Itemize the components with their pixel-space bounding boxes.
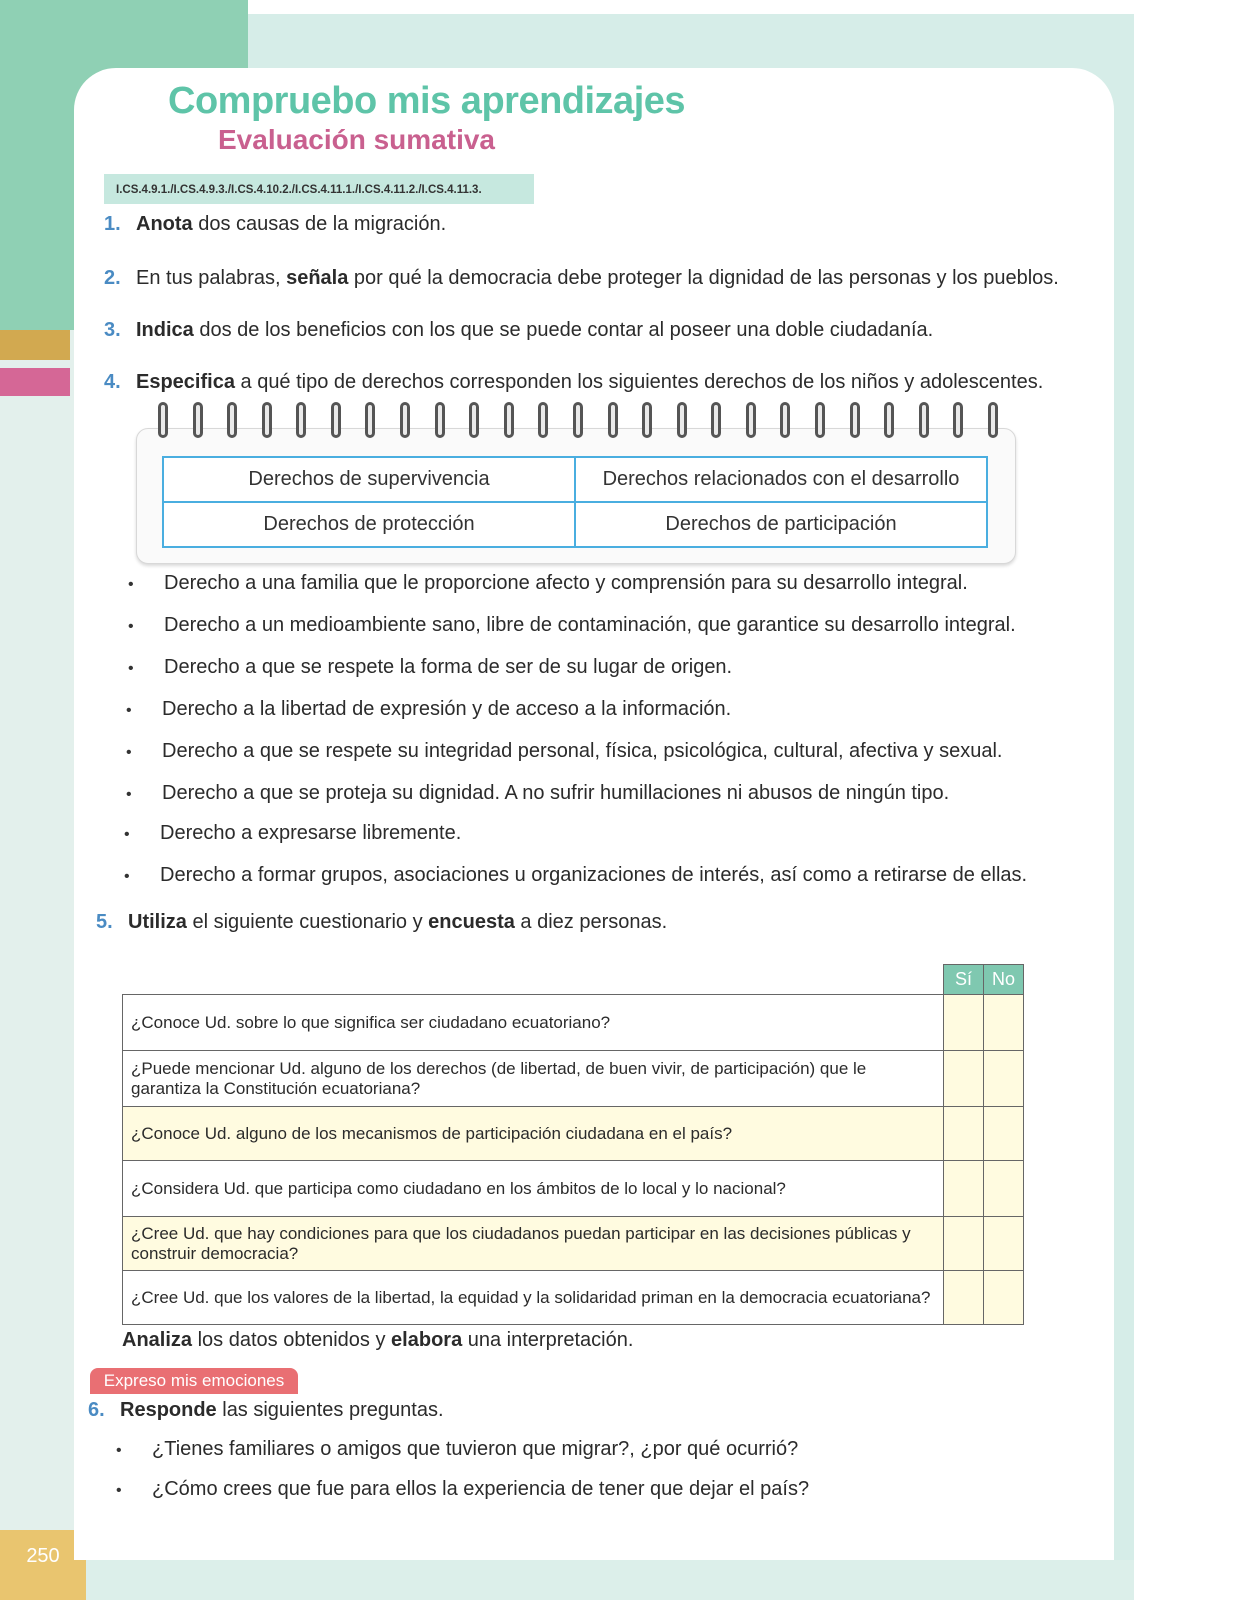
list-item-text: Derecho a que se respete su integridad personal, física, psicológica, cultural, afectiva y sexual. <box>162 740 1003 762</box>
survey-question: ¿Conoce Ud. alguno de los mecanismos de participación ciudadana en el país? <box>123 1107 944 1161</box>
survey-header-yes: Sí <box>944 965 984 995</box>
question-text: dos de los beneficios con los que se puede contar al poseer una doble ciudadanía. <box>193 319 934 341</box>
answer-yes-cell[interactable] <box>944 1161 984 1217</box>
answer-no-cell[interactable] <box>984 1217 1024 1271</box>
list-item-text: Derecho a una familia que le proporcione afecto y comprensión para su desarrollo integral. <box>164 572 968 594</box>
table-row <box>123 1217 1024 1271</box>
question-number: 4. <box>104 371 121 393</box>
instruction-text: los datos obtenidos y <box>192 1329 392 1351</box>
decor-gold-tab <box>0 330 70 360</box>
table-row <box>123 995 1024 1051</box>
decor-bottom-band <box>86 1560 1134 1600</box>
ring-icon <box>988 402 998 438</box>
table-row <box>123 1107 1024 1161</box>
question-number: 2. <box>104 267 121 289</box>
bullet-icon: • <box>128 660 134 677</box>
bullet-icon: • <box>124 868 130 885</box>
ring-icon <box>850 402 860 438</box>
answer-no-cell[interactable] <box>984 1107 1024 1161</box>
rights-cell: Derechos de supervivencia <box>163 457 575 502</box>
list-item-text: Derecho a expresarse libremente. <box>160 822 462 844</box>
list-item-text: Derecho a que se respete la forma de ser de su lugar de origen. <box>164 656 733 678</box>
question-number: 1. <box>104 213 121 235</box>
question-verb: señala <box>286 267 349 289</box>
ring-icon <box>677 402 687 438</box>
list-item-text: Derecho a la libertad de expresión y de acceso a la información. <box>162 698 732 720</box>
survey-table <box>122 964 1024 1325</box>
page-title: Compruebo mis aprendizajes <box>168 80 686 122</box>
question-1 <box>104 212 446 236</box>
analyze-instruction <box>122 1328 633 1352</box>
list-item <box>128 656 732 679</box>
survey-question: ¿Cree Ud. que los valores de la libertad, la equidad y la solidaridad priman en la democracia ecuatoriana? <box>123 1271 944 1325</box>
question-verb-2: encuesta <box>428 911 515 933</box>
answer-no-cell[interactable] <box>984 1161 1024 1217</box>
question-verb: Responde <box>120 1399 217 1421</box>
rights-cell: Derechos de participación <box>575 502 987 547</box>
ring-icon <box>435 402 445 438</box>
question-number: 3. <box>104 319 121 341</box>
answer-yes-cell[interactable] <box>944 1107 984 1161</box>
question-text-end: a diez personas. <box>514 911 668 933</box>
table-row <box>123 1271 1024 1325</box>
bullet-icon: • <box>128 576 134 593</box>
ring-icon <box>262 402 272 438</box>
survey-question: ¿Conoce Ud. sobre lo que significa ser ciudadano ecuatoriano? <box>123 995 944 1051</box>
ring-icon <box>815 402 825 438</box>
table-row <box>123 1051 1024 1107</box>
page-number: 250 <box>0 1530 86 1600</box>
question-verb: Anota <box>136 213 193 235</box>
list-item-text: ¿Cómo crees que fue para ellos la experiencia de tener que dejar el país? <box>152 1478 810 1500</box>
bullet-icon: • <box>126 702 132 719</box>
instruction-verb-2: elabora <box>391 1329 463 1351</box>
ring-icon <box>504 402 514 438</box>
ring-icon <box>158 402 168 438</box>
ring-icon <box>780 402 790 438</box>
list-item <box>124 864 1027 887</box>
indicator-codes: I.CS.4.9.1./I.CS.4.9.3./I.CS.4.10.2./I.CS.4.11.1./I.CS.4.11.2./I.CS.4.11.3. <box>104 174 534 204</box>
answer-no-cell[interactable] <box>984 995 1024 1051</box>
answer-yes-cell[interactable] <box>944 1051 984 1107</box>
list-item <box>126 782 949 805</box>
question-text: dos causas de la migración. <box>192 213 447 235</box>
answer-yes-cell[interactable] <box>944 1217 984 1271</box>
ring-icon <box>746 402 756 438</box>
question-number: 6. <box>88 1399 105 1421</box>
question-number: 5. <box>96 911 113 933</box>
question-2 <box>104 266 1059 290</box>
answer-yes-cell[interactable] <box>944 1271 984 1325</box>
list-item <box>124 822 461 845</box>
ring-icon <box>919 402 929 438</box>
ring-icon <box>953 402 963 438</box>
question-6 <box>88 1398 444 1422</box>
question-text-pre: En tus palabras, <box>136 267 287 289</box>
survey-header-blank <box>123 965 944 995</box>
rights-cell: Derechos relacionados con el desarrollo <box>575 457 987 502</box>
answer-yes-cell[interactable] <box>944 995 984 1051</box>
ring-icon <box>400 402 410 438</box>
rights-cell: Derechos de protección <box>163 502 575 547</box>
ring-icon <box>538 402 548 438</box>
list-item <box>128 614 1016 637</box>
answer-no-cell[interactable] <box>984 1271 1024 1325</box>
list-item <box>116 1478 809 1501</box>
ring-icon <box>331 402 341 438</box>
survey-question: ¿Puede mencionar Ud. alguno de los derechos (de libertad, de buen vivir, de participación) que le garantiza la Constitución ecuatoriana? <box>123 1051 944 1107</box>
ring-icon <box>608 402 618 438</box>
ring-icon <box>227 402 237 438</box>
question-verb: Especifica <box>136 371 235 393</box>
list-item <box>128 572 968 595</box>
survey-question: ¿Considera Ud. que participa como ciudadano en los ámbitos de lo local y lo nacional? <box>123 1161 944 1217</box>
list-item-text: Derecho a un medioambiente sano, libre de contaminación, que garantice su desarrollo integral. <box>164 614 1016 636</box>
list-item <box>126 740 1002 763</box>
bullet-icon: • <box>126 786 132 803</box>
list-item-text: ¿Tienes familiares o amigos que tuvieron que migrar?, ¿por qué ocurrió? <box>152 1438 799 1460</box>
ring-icon <box>365 402 375 438</box>
notebook-rings <box>158 402 998 442</box>
question-text: las siguientes preguntas. <box>216 1399 444 1421</box>
rights-categories-table <box>162 456 988 548</box>
page-subtitle: Evaluación sumativa <box>218 124 496 155</box>
question-verb: Indica <box>136 319 194 341</box>
emotions-tag: Expreso mis emociones <box>90 1368 298 1394</box>
ring-icon <box>193 402 203 438</box>
answer-no-cell[interactable] <box>984 1051 1024 1107</box>
instruction-text-end: una interpretación. <box>462 1329 634 1351</box>
list-item <box>116 1438 798 1461</box>
bullet-icon: • <box>116 1442 122 1459</box>
bullet-icon: • <box>124 826 130 843</box>
bullet-icon: • <box>128 618 134 635</box>
question-text: por qué la democracia debe proteger la dignidad de las personas y los pueblos. <box>348 267 1059 289</box>
ring-icon <box>573 402 583 438</box>
ring-icon <box>711 402 721 438</box>
table-row <box>123 1161 1024 1217</box>
decor-right-edge <box>1114 14 1134 1600</box>
instruction-verb: Analiza <box>122 1329 193 1351</box>
question-4 <box>104 370 1043 394</box>
list-item-text: Derecho a formar grupos, asociaciones u organizaciones de interés, así como a retirarse de ellas. <box>160 864 1028 886</box>
question-verb: Utiliza <box>128 911 187 933</box>
survey-question: ¿Cree Ud. que hay condiciones para que los ciudadanos puedan participar en las decisiones públicas y construir democracia? <box>123 1217 944 1271</box>
bullet-icon: • <box>116 1482 122 1499</box>
survey-header-no: No <box>984 965 1024 995</box>
ring-icon <box>642 402 652 438</box>
ring-icon <box>469 402 479 438</box>
list-item <box>126 698 731 721</box>
ring-icon <box>296 402 306 438</box>
question-text: a qué tipo de derechos corresponden los siguientes derechos de los niños y adolescentes. <box>234 371 1044 393</box>
list-item-text: Derecho a que se proteja su dignidad. A no sufrir humillaciones ni abusos de ningún tipo. <box>162 782 950 804</box>
question-5 <box>96 910 667 934</box>
decor-pink-tab <box>0 368 70 396</box>
ring-icon <box>884 402 894 438</box>
question-text: el siguiente cuestionario y <box>186 911 429 933</box>
question-3 <box>104 318 933 342</box>
bullet-icon: • <box>126 744 132 761</box>
